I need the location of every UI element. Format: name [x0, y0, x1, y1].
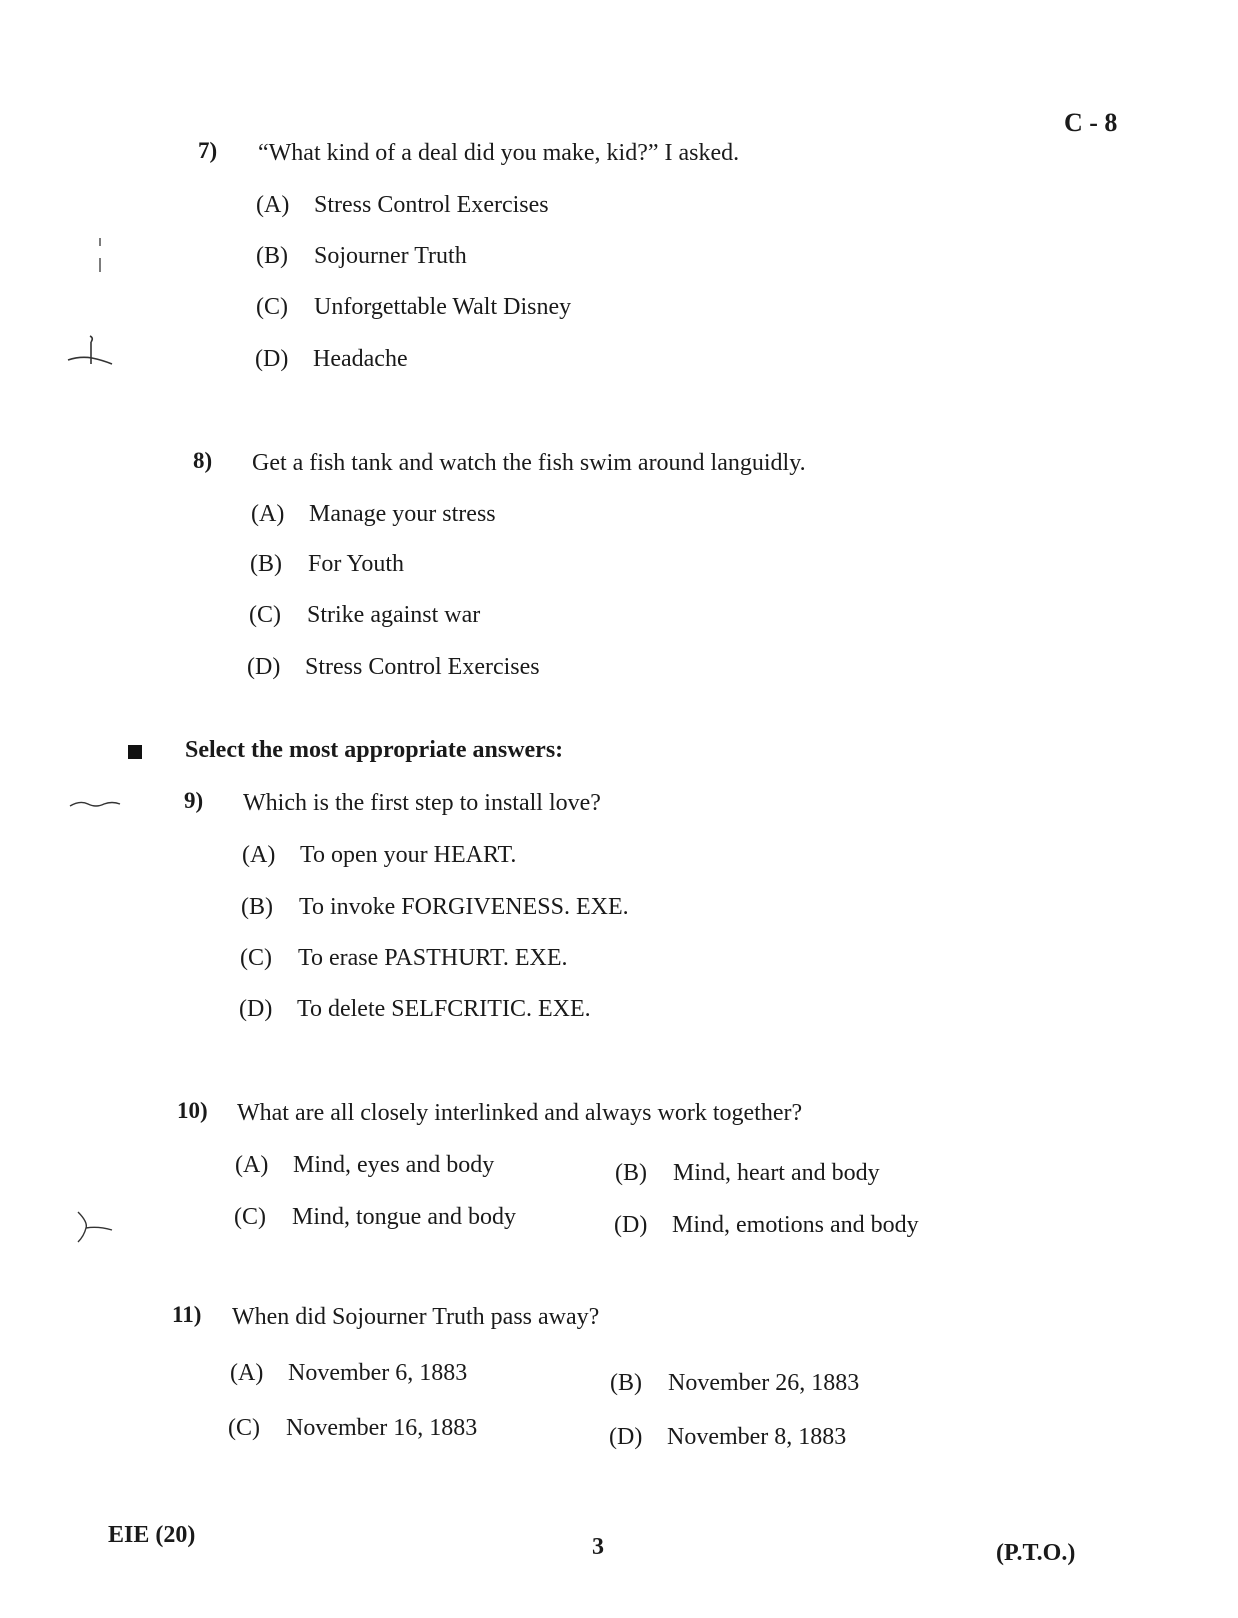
option-label: (A) — [230, 1360, 264, 1386]
option-text: November 26, 1883 — [668, 1370, 860, 1396]
option-label: (A) — [235, 1152, 269, 1178]
option-c — [240, 945, 568, 972]
option-a — [251, 501, 496, 528]
option-text: Mind, eyes and body — [293, 1152, 495, 1178]
option-label: (C) — [256, 294, 288, 320]
option-a — [230, 1360, 467, 1387]
option-d — [247, 654, 540, 681]
margin-pen-mark — [66, 796, 126, 816]
option-text: Manage your stress — [309, 501, 496, 527]
question-number: 8) — [193, 448, 213, 473]
option-text: Strike against war — [307, 602, 481, 628]
option-c — [256, 294, 571, 321]
option-text: To invoke FORGIVENESS. EXE. — [299, 894, 629, 920]
option-label: (D) — [609, 1424, 643, 1450]
option-b — [615, 1160, 880, 1187]
option-label: (B) — [250, 551, 282, 577]
option-text: Mind, heart and body — [673, 1160, 880, 1186]
option-d — [255, 346, 408, 373]
section-bullet-icon — [128, 745, 142, 759]
option-text: Mind, tongue and body — [292, 1204, 516, 1230]
option-label: (D) — [614, 1212, 648, 1238]
margin-pen-mark — [60, 330, 120, 380]
option-label: (C) — [249, 602, 281, 628]
option-text: Sojourner Truth — [314, 243, 467, 269]
margin-scan-mark — [96, 236, 104, 276]
question-number: 11) — [172, 1302, 202, 1327]
option-text: To erase PASTHURT. EXE. — [298, 945, 568, 971]
option-text: Stress Control Exercises — [305, 654, 540, 680]
option-text: Headache — [313, 346, 408, 372]
section-heading: Select the most appropriate answers: — [185, 737, 564, 763]
option-d — [239, 996, 591, 1023]
option-b — [241, 894, 629, 921]
option-text: Stress Control Exercises — [314, 192, 549, 218]
option-label: (B) — [615, 1160, 647, 1186]
option-text: November 16, 1883 — [286, 1415, 478, 1441]
option-a — [242, 842, 516, 869]
option-text: Unforgettable Walt Disney — [314, 294, 572, 320]
option-a — [256, 192, 549, 219]
question-text: When did Sojourner Truth pass away? — [232, 1304, 600, 1330]
option-label: (D) — [247, 654, 281, 680]
option-label: (A) — [251, 501, 285, 527]
page-number: 3 — [592, 1534, 604, 1560]
option-label: (C) — [228, 1415, 260, 1441]
option-label: (B) — [241, 894, 273, 920]
question-number: 9) — [184, 788, 204, 813]
option-label: (A) — [256, 192, 290, 218]
option-b — [256, 243, 467, 270]
option-d — [614, 1212, 919, 1239]
option-label: (B) — [610, 1370, 642, 1396]
option-b — [610, 1370, 859, 1397]
option-c — [228, 1415, 477, 1442]
footer-code: EIE (20) — [108, 1522, 196, 1548]
pto-note: (P.T.O.) — [996, 1540, 1076, 1566]
option-c — [249, 602, 480, 629]
page-code: C - 8 — [1064, 108, 1118, 137]
option-text: November 6, 1883 — [288, 1360, 468, 1386]
option-label: (A) — [242, 842, 276, 868]
question-number: 10) — [177, 1098, 208, 1123]
option-text: November 8, 1883 — [667, 1424, 847, 1450]
margin-pen-mark — [70, 1208, 120, 1248]
option-label: (C) — [240, 945, 272, 971]
question-text: “What kind of a deal did you make, kid?” I asked. — [258, 140, 740, 166]
option-c — [234, 1204, 516, 1231]
option-label: (B) — [256, 243, 288, 269]
option-label: (D) — [239, 996, 273, 1022]
question-text: Get a fish tank and watch the fish swim around languidly. — [252, 450, 806, 476]
option-a — [235, 1152, 494, 1179]
option-text: For Youth — [308, 551, 405, 577]
option-label: (D) — [255, 346, 289, 372]
option-text: Mind, emotions and body — [672, 1212, 919, 1238]
option-d — [609, 1424, 846, 1451]
option-text: To delete SELFCRITIC. EXE. — [297, 996, 591, 1022]
option-b — [250, 551, 404, 578]
question-number: 7) — [198, 138, 218, 163]
option-text: To open your HEART. — [300, 842, 517, 868]
option-label: (C) — [234, 1204, 266, 1230]
question-text: What are all closely interlinked and always work together? — [237, 1100, 803, 1126]
question-text: Which is the first step to install love? — [243, 790, 601, 816]
